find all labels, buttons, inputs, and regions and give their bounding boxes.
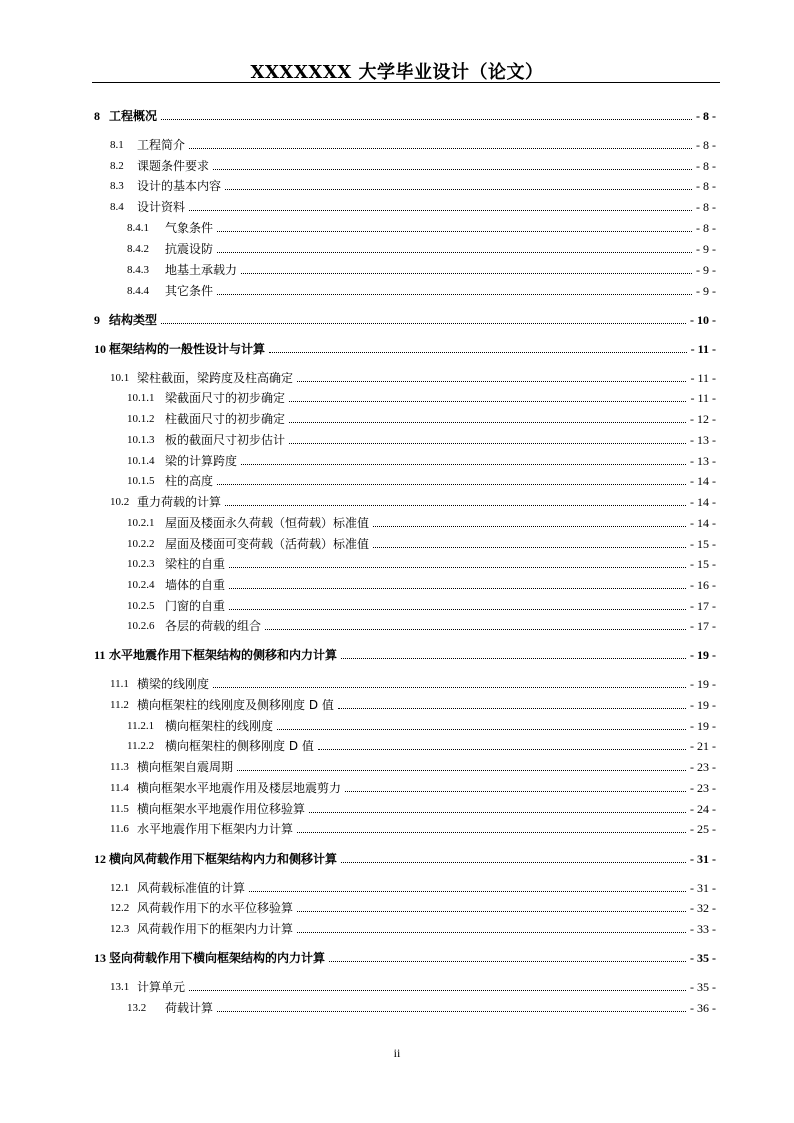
toc-entry-title: 横向框架柱的线刚度及侧移刚度 D 值 xyxy=(137,698,334,712)
toc-leader-dots xyxy=(249,890,686,892)
toc-leader-dots xyxy=(341,657,686,659)
toc-entry-page: - 14 - xyxy=(690,516,716,530)
toc-entry-number: 8 xyxy=(94,109,100,123)
toc-entry-title: 梁截面尺寸的初步确定 xyxy=(165,391,286,405)
toc-entry-number: 10 xyxy=(94,342,106,356)
document-header-title: XXXXXXX 大学毕业设计（论文） xyxy=(250,62,544,83)
toc-entry-page: - 32 - xyxy=(690,901,716,915)
toc-leader-dots xyxy=(289,421,686,423)
toc-entry-page: - 36 - xyxy=(690,1001,716,1015)
toc-entry-page: - 17 - xyxy=(690,619,716,633)
toc-entry-number: 8.4.3 xyxy=(127,264,149,276)
toc-entry-title: 横梁的线刚度 xyxy=(137,677,210,691)
toc-entry-title: 横向框架水平地震作用及楼层地震剪力 xyxy=(137,781,342,795)
toc-entry-page: - 24 - xyxy=(690,802,716,816)
toc-entry-title: 墙体的自重 xyxy=(165,578,226,592)
toc-entry-page: - 12 - xyxy=(690,412,716,426)
toc-entry-number: 10.1.1 xyxy=(127,392,155,404)
toc-entry[interactable] xyxy=(0,918,794,936)
toc-entry-page: - 15 - xyxy=(690,537,716,551)
toc-entry-page: - 35 - xyxy=(690,980,716,994)
toc-entry[interactable] xyxy=(0,259,794,277)
toc-entry[interactable] xyxy=(0,238,794,256)
toc-entry[interactable] xyxy=(0,715,794,733)
toc-leader-dots xyxy=(189,147,692,149)
toc-entry-page: - 9 - xyxy=(696,263,716,277)
toc-entry-page: - 8 - xyxy=(696,221,716,235)
toc-entry-number: 10.1.2 xyxy=(127,413,155,425)
toc-entry[interactable] xyxy=(0,756,794,774)
toc-entry[interactable] xyxy=(0,217,794,235)
toc-entry[interactable] xyxy=(0,818,794,836)
toc-entry[interactable] xyxy=(0,408,794,426)
toc-entry-page: - 11 - xyxy=(690,342,716,356)
toc-entry-number: 8.1 xyxy=(110,139,124,151)
toc-leader-dots xyxy=(318,748,686,750)
toc-entry-title: 计算单元 xyxy=(137,980,186,994)
toc-leader-dots xyxy=(373,525,686,527)
toc-entry-title: 设计资料 xyxy=(137,200,186,214)
toc-entry[interactable] xyxy=(0,694,794,712)
toc-leader-dots xyxy=(289,400,686,402)
toc-entry-number: 12.1 xyxy=(110,882,130,894)
toc-entry-page: - 31 - xyxy=(690,852,716,866)
toc-entry-number: 11.3 xyxy=(110,761,129,773)
toc-entry[interactable] xyxy=(0,735,794,753)
toc-entry-page: - 9 - xyxy=(696,284,716,298)
toc-leader-dots xyxy=(229,608,686,610)
toc-entry-title: 横向框架自震周期 xyxy=(137,760,234,774)
toc-entry-title: 风荷载标准值的计算 xyxy=(137,881,246,895)
toc-entry-title: 气象条件 xyxy=(165,221,214,235)
toc-leader-dots xyxy=(217,251,692,253)
toc-entry-title: 风荷载作用下的框架内力计算 xyxy=(137,922,294,936)
toc-entry-number: 10.1.5 xyxy=(127,475,155,487)
toc-entry-number: 11.2.1 xyxy=(127,720,155,732)
toc-leader-dots xyxy=(338,707,686,709)
toc-entry[interactable] xyxy=(0,491,794,509)
toc-entry-page: - 19 - xyxy=(690,648,716,662)
toc-entry-number: 13.1 xyxy=(110,981,130,993)
toc-entry-page: - 23 - xyxy=(690,760,716,774)
toc-entry-page: - 23 - xyxy=(690,781,716,795)
toc-entry[interactable] xyxy=(0,798,794,816)
toc-entry-number: 8.2 xyxy=(110,160,124,172)
toc-leader-dots xyxy=(289,442,686,444)
toc-leader-dots xyxy=(217,483,686,485)
toc-entry-title: 梁的计算跨度 xyxy=(165,454,238,468)
toc-leader-dots xyxy=(229,587,686,589)
toc-entry-page: - 19 - xyxy=(690,719,716,733)
toc-entry[interactable] xyxy=(0,280,794,298)
toc-entry-title: 框架结构的一般性设计与计算 xyxy=(109,342,266,356)
toc-leader-dots xyxy=(277,728,686,730)
toc-entry-title: 梁柱的自重 xyxy=(165,557,226,571)
toc-entry[interactable] xyxy=(0,429,794,447)
toc-entry-number: 12 xyxy=(94,852,106,866)
toc-entry-number: 11.1 xyxy=(110,678,129,690)
toc-entry-title: 屋面及楼面永久荷载（恒荷载）标准值 xyxy=(165,516,370,530)
toc-entry-number: 10.2.2 xyxy=(127,538,155,550)
toc-entry-number: 10.1.3 xyxy=(127,434,155,446)
toc-entry-title: 板的截面尺寸初步估计 xyxy=(165,433,286,447)
toc-entry-title: 抗震设防 xyxy=(165,242,214,256)
toc-entry-number: 12.3 xyxy=(110,923,130,935)
toc-entry[interactable] xyxy=(0,533,794,551)
toc-entry-title: 结构类型 xyxy=(109,313,158,327)
toc-entry-page: - 31 - xyxy=(690,881,716,895)
toc-entry-number: 12.2 xyxy=(110,902,130,914)
toc-leader-dots xyxy=(217,1010,686,1012)
toc-entry[interactable] xyxy=(0,595,794,613)
toc-entry[interactable] xyxy=(0,309,794,327)
toc-entry-number: 11.2.2 xyxy=(127,740,155,752)
toc-entry-page: - 10 - xyxy=(690,313,716,327)
toc-entry-title: 门窗的自重 xyxy=(165,599,226,613)
toc-entry[interactable] xyxy=(0,175,794,193)
toc-leader-dots xyxy=(229,566,686,568)
toc-entry-number: 11.6 xyxy=(110,823,129,835)
toc-entry-page: - 15 - xyxy=(690,557,716,571)
toc-entry-title: 竖向荷载作用下横向框架结构的内力计算 xyxy=(109,951,326,965)
toc-entry-title: 设计的基本内容 xyxy=(137,179,222,193)
toc-entry-title: 横向框架水平地震作用位移验算 xyxy=(137,802,306,816)
toc-entry[interactable] xyxy=(0,777,794,795)
toc-leader-dots xyxy=(217,230,692,232)
toc-entry-title: 重力荷载的计算 xyxy=(137,495,222,509)
toc-entry-number: 13 xyxy=(94,951,106,965)
toc-entry-number: 13.2 xyxy=(127,1002,147,1014)
toc-entry-page: - 8 - xyxy=(696,179,716,193)
toc-entry-title: 工程概况 xyxy=(109,109,158,123)
toc-entry-page: - 8 - xyxy=(696,138,716,152)
toc-entry-number: 10.2.5 xyxy=(127,600,155,612)
toc-entry-number: 11 xyxy=(94,648,106,662)
toc-leader-dots xyxy=(265,628,686,630)
toc-entry-number: 8.3 xyxy=(110,180,124,192)
toc-entry-number: 10.2.6 xyxy=(127,620,155,632)
toc-entry-title: 各层的荷载的组合 xyxy=(165,619,262,633)
toc-entry[interactable] xyxy=(0,848,794,866)
toc-entry[interactable] xyxy=(0,947,794,965)
toc-leader-dots xyxy=(241,272,692,274)
toc-entry[interactable] xyxy=(0,553,794,571)
toc-entry-number: 11.2 xyxy=(110,699,129,711)
toc-entry-title: 荷载计算 xyxy=(165,1001,214,1015)
toc-entry-title: 课题条件要求 xyxy=(137,159,210,173)
toc-entry[interactable] xyxy=(0,615,794,633)
toc-leader-dots xyxy=(237,769,686,771)
toc-entry-page: - 19 - xyxy=(690,677,716,691)
toc-entry-number: 8.4.4 xyxy=(127,285,149,297)
toc-entry-title: 水平地震作用下框架内力计算 xyxy=(137,822,294,836)
toc-entry-number: 8.4 xyxy=(110,201,124,213)
toc-entry-number: 10.2 xyxy=(110,496,130,508)
toc-entry-page: - 25 - xyxy=(690,822,716,836)
toc-entry-title: 风荷载作用下的水平位移验算 xyxy=(137,901,294,915)
toc-entry-number: 10.2.1 xyxy=(127,517,155,529)
toc-entry-title: 横向框架柱的线刚度 xyxy=(165,719,274,733)
toc-entry-page: - 14 - xyxy=(690,495,716,509)
toc-entry-title: 屋面及楼面可变荷载（活荷载）标准值 xyxy=(165,537,370,551)
toc-leader-dots xyxy=(189,209,692,211)
toc-entry[interactable] xyxy=(0,470,794,488)
toc-entry-number: 11.4 xyxy=(110,782,129,794)
toc-entry-page: - 8 - xyxy=(696,109,716,123)
toc-entry-page: - 17 - xyxy=(690,599,716,613)
toc-leader-dots xyxy=(309,811,686,813)
toc-entry-page: - 11 - xyxy=(690,391,716,405)
toc-entry[interactable] xyxy=(0,877,794,895)
toc-entry-page: - 21 - xyxy=(690,739,716,753)
toc-entry-page: - 8 - xyxy=(696,159,716,173)
toc-leader-dots xyxy=(213,686,686,688)
toc-leader-dots xyxy=(161,118,692,120)
toc-entry-number: 10.1 xyxy=(110,372,130,384)
toc-leader-dots xyxy=(213,168,692,170)
toc-entry-title: 水平地震作用下框架结构的侧移和内力计算 xyxy=(109,648,338,662)
toc-entry-title: 工程简介 xyxy=(137,138,186,152)
toc-leader-dots xyxy=(345,790,686,792)
toc-leader-dots xyxy=(269,351,687,353)
toc-leader-dots xyxy=(297,931,686,933)
toc-entry[interactable] xyxy=(0,450,794,468)
toc-leader-dots xyxy=(329,960,686,962)
toc-entry[interactable] xyxy=(0,105,794,123)
toc-entry[interactable] xyxy=(0,196,794,214)
toc-leader-dots xyxy=(297,380,686,382)
toc-entry[interactable] xyxy=(0,134,794,152)
toc-entry-title: 地基土承载力 xyxy=(165,263,238,277)
toc-entry[interactable] xyxy=(0,997,794,1015)
toc-entry-title: 柱截面尺寸的初步确定 xyxy=(165,412,286,426)
page-number: ii xyxy=(393,1046,401,1060)
toc-entry-page: - 35 - xyxy=(690,951,716,965)
toc-entry-page: - 13 - xyxy=(690,454,716,468)
toc-entry-number: 9 xyxy=(94,313,100,327)
toc-entry-title: 横向风荷载作用下框架结构内力和侧移计算 xyxy=(109,852,338,866)
toc-leader-dots xyxy=(373,546,686,548)
toc-entry-page: - 33 - xyxy=(690,922,716,936)
toc-entry[interactable] xyxy=(0,644,794,662)
toc-entry[interactable] xyxy=(0,897,794,915)
toc-entry-title: 梁柱截面，梁跨度及柱高确定 xyxy=(137,371,294,385)
toc-leader-dots xyxy=(341,861,686,863)
toc-leader-dots xyxy=(189,989,686,991)
toc-entry[interactable] xyxy=(0,155,794,173)
toc-entry[interactable] xyxy=(0,673,794,691)
toc-entry-number: 10.2.3 xyxy=(127,558,155,570)
toc-leader-dots xyxy=(297,831,686,833)
toc-entry-page: - 9 - xyxy=(696,242,716,256)
toc-entry-number: 10.2.4 xyxy=(127,579,155,591)
toc-entry-title: 柱的高度 xyxy=(165,474,214,488)
toc-entry-page: - 13 - xyxy=(690,433,716,447)
toc-entry-page: - 11 - xyxy=(690,371,716,385)
toc-entry[interactable] xyxy=(0,387,794,405)
toc-entry-title: 横向框架柱的侧移刚度 D 值 xyxy=(165,739,314,753)
toc-entry-page: - 19 - xyxy=(690,698,716,712)
toc-entry[interactable] xyxy=(0,574,794,592)
toc-leader-dots xyxy=(161,322,686,324)
toc-leader-dots xyxy=(241,463,686,465)
toc-entry[interactable] xyxy=(0,367,794,385)
toc-entry-number: 11.5 xyxy=(110,803,129,815)
toc-leader-dots xyxy=(217,293,692,295)
toc-leader-dots xyxy=(225,188,692,190)
toc-entry[interactable] xyxy=(0,338,794,356)
toc-entry-number: 8.4.1 xyxy=(127,222,149,234)
toc-leader-dots xyxy=(297,910,686,912)
toc-entry[interactable] xyxy=(0,976,794,994)
toc-entry-page: - 16 - xyxy=(690,578,716,592)
toc-entry-number: 10.1.4 xyxy=(127,455,155,467)
toc-entry-page: - 8 - xyxy=(696,200,716,214)
toc-leader-dots xyxy=(225,504,686,506)
toc-entry[interactable] xyxy=(0,512,794,530)
toc-entry-page: - 14 - xyxy=(690,474,716,488)
toc-entry-title: 其它条件 xyxy=(165,284,214,298)
toc-entry-number: 8.4.2 xyxy=(127,243,149,255)
